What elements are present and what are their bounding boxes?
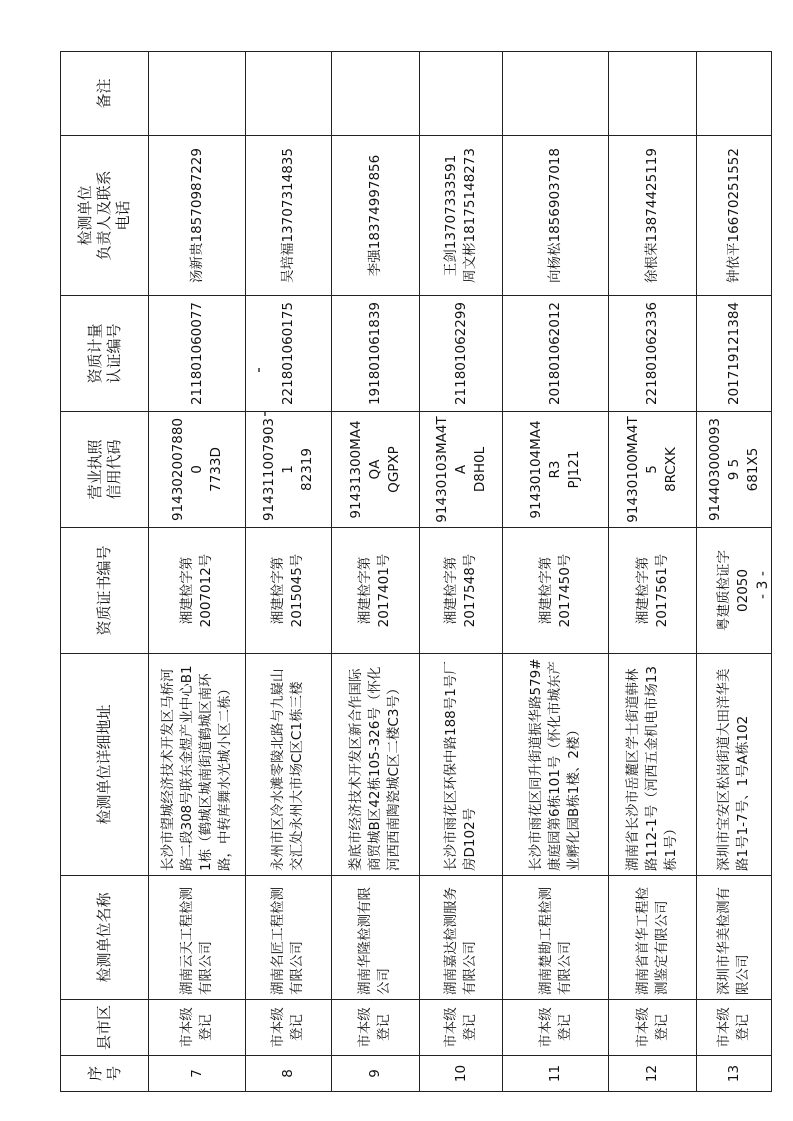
cell-remark (503, 52, 609, 136)
cell-cert: 湘建检字第 2015045号 (246, 528, 332, 654)
cell-address: 湖南省长沙市岳麓区学士街道韩林路112-1号（河西五金机电市场13栋1号） (609, 654, 697, 876)
cell-cert: 粤建质检证字 02050 (697, 528, 772, 654)
scan-speck (264, 412, 266, 416)
page-number: - 3 - (755, 571, 771, 599)
table-row (503, 52, 609, 1092)
cell-contact: 向杨松18569037018 (503, 136, 609, 296)
cell-no: 11 (503, 1056, 609, 1092)
cell-credit: 91431300MA4QA QGPXP (331, 412, 419, 528)
cell-county: 市本级 登记 (149, 1000, 246, 1056)
cell-county: 市本级 登记 (609, 1000, 697, 1056)
cell-contact: 吴培福13707314835 (246, 136, 332, 296)
cell-remark (149, 52, 246, 136)
cell-remark (697, 52, 772, 136)
cell-contact: 徐根荣13874425119 (609, 136, 697, 296)
cell-remark (609, 52, 697, 136)
cell-name: 湖南楚勘工程检测有限公司 (503, 876, 609, 1000)
cell-no: 12 (609, 1056, 697, 1092)
cell-no: 8 (246, 1056, 332, 1092)
cell-no: 10 (419, 1056, 503, 1092)
cell-name: 湖南嘉达检测服务有限公司 (419, 876, 503, 1000)
cell-name: 湖南名匠工程检测有限公司 (246, 876, 332, 1000)
header-contact: 检测单位 负责人及联系 电话 (61, 136, 149, 296)
cell-metro: 211801060077 (149, 296, 246, 412)
cell-county: 市本级 登记 (697, 1000, 772, 1056)
header-metro: 资质计量 认证编号 (61, 296, 149, 412)
cell-contact: 李强18374997856 (331, 136, 419, 296)
cell-county: 市本级 登记 (419, 1000, 503, 1056)
cell-name: 深圳市华美检测有限公司 (697, 876, 772, 1000)
cell-credit: 91430104MA4R3 PJ121 (503, 412, 609, 528)
cell-county: 市本级 登记 (503, 1000, 609, 1056)
cell-metro: 191801061839 (331, 296, 419, 412)
cell-cert: 湘建检字第 2017401号 (331, 528, 419, 654)
cell-contact: 钟依平16670251552 (697, 136, 772, 296)
cell-address: 长沙市望城经济技术开发区马桥河路二段308号联东金煜产业中心B11栋（鹤城区城南街道鹤城区南环路，中转库舞水光城小区二栋） (149, 654, 246, 876)
cell-remark (246, 52, 332, 136)
table-row (419, 52, 503, 1092)
cell-remark (331, 52, 419, 136)
table-row (331, 52, 419, 1092)
header-cert: 资质证书编号 (61, 528, 149, 654)
cell-county: 市本级 登记 (331, 1000, 419, 1056)
cell-credit: 91430100MA4T5 8RCXK (609, 412, 697, 528)
cell-address: 娄底市经济技术开发区新合作国际商贸城B区42栋105-326号（怀化河西西南陶瓷城C区二楼C3号） (331, 654, 419, 876)
header-address: 检测单位详细地址 (61, 654, 149, 876)
rotated-table-wrapper (60, 52, 772, 1092)
cell-county: 市本级 登记 (246, 1000, 332, 1056)
cell-address: 长沙市雨花区同升街道振华路579#康庭园第6栋101号（怀化市城东产业孵化园B栋1楼、2楼） (503, 654, 609, 876)
table-row (609, 52, 697, 1092)
cell-contact: 王剑13707333591 周文彬18175148273 (419, 136, 503, 296)
header-remark: 备注 (61, 52, 149, 136)
cell-no: 7 (149, 1056, 246, 1092)
cell-name: 湖南华隆检测有限公司 (331, 876, 419, 1000)
cell-metro: 221801060175 (246, 296, 332, 412)
header-name: 检测单位名称 (61, 876, 149, 1000)
inspection-units-table (60, 51, 772, 1092)
cell-credit: 9143020078800 7733D (149, 412, 246, 528)
cell-metro: 211801062299 (419, 296, 503, 412)
scan-speck (258, 368, 260, 372)
header-credit: 营业执照 信用代码 (61, 412, 149, 528)
cell-metro: 221801062336 (609, 296, 697, 412)
cell-remark (419, 52, 503, 136)
cell-cert: 湘建检字第 2007012号 (149, 528, 246, 654)
header-no: 序号 (61, 1056, 149, 1092)
cell-credit: 9144030000939 5 681X5 (697, 412, 772, 528)
cell-cert: 湘建检字第 2017548号 (419, 528, 503, 654)
table-header-row (61, 52, 149, 1092)
table-row (246, 52, 332, 1092)
cell-no: 13 (697, 1056, 772, 1092)
cell-credit: 9143110079031 82319 (246, 412, 332, 528)
cell-address: 深圳市宝安区松岗街道大田洋华美路1号1-7号、1号A栋102 (697, 654, 772, 876)
cell-credit: 91430103MA4TA D8H0L (419, 412, 503, 528)
cell-cert: 湘建检字第 2017561号 (609, 528, 697, 654)
cell-metro: 201801062012 (503, 296, 609, 412)
cell-address: 永州市区冷水滩零陵北路与九嶷山交汇处永州大市场C区C1栋三楼 (246, 654, 332, 876)
cell-metro: 201719121384 (697, 296, 772, 412)
cell-name: 湖南省首华工程检测鉴定有限公司 (609, 876, 697, 1000)
cell-cert: 湘建检字第 2017450号 (503, 528, 609, 654)
cell-contact: 汤新贵18570987229 (149, 136, 246, 296)
cell-no: 9 (331, 1056, 419, 1092)
header-county: 县市区 (61, 1000, 149, 1056)
cell-address: 长沙市雨花区环保中路188号1号厂房D102号 (419, 654, 503, 876)
table-row (149, 52, 246, 1092)
cell-name: 湖南云天工程检测有限公司 (149, 876, 246, 1000)
